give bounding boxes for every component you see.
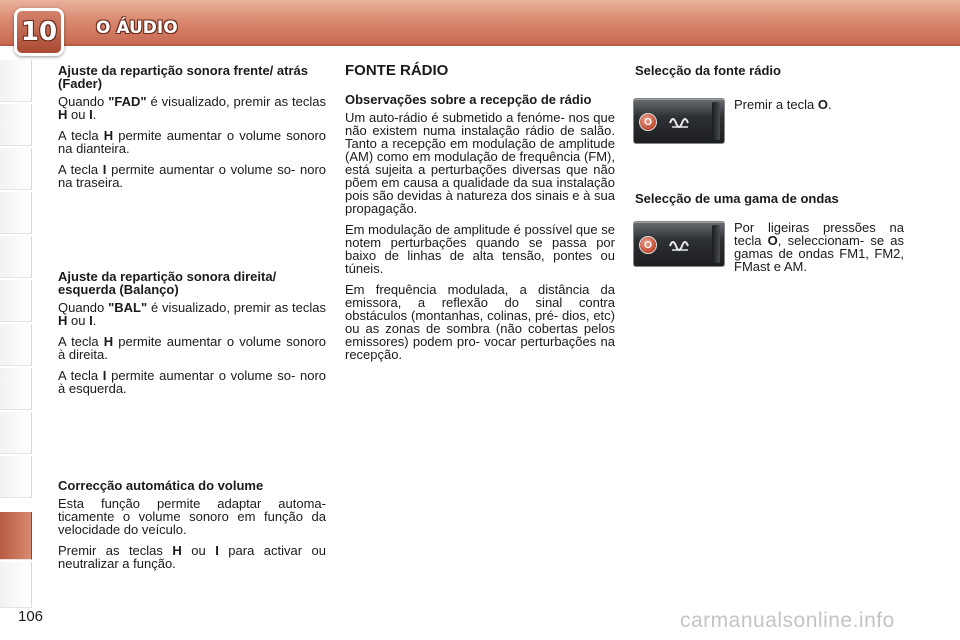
radio-panel-image: [633, 221, 725, 267]
band-instruction: Por ligeiras pressões na tecla O, seleccionam- se as gamas de ondas FM1, FM2, FMast e AM.: [734, 220, 904, 274]
o-key-button[interactable]: O: [639, 113, 657, 131]
reception-notes-heading: Observações sobre a recepção de rádio: [345, 92, 592, 107]
reception-paragraph-1: Um auto-rádio é submetido a fenóme- nos que não existem numa instalação rádio de salão. Tanto a recepção em modulação de amplitude (AM) como em modulação de frequência (FM), está sujeita a perturbações diversas que não põem em causa a qualidade da sua instalação pois são devidas à natureza dos sinais e à sua propagação.: [345, 110, 615, 216]
side-tab[interactable]: [0, 456, 32, 498]
fader-paragraph-1: Quando "FAD" é visualizado, premir as teclas H ou I.: [58, 94, 326, 122]
side-tab[interactable]: [0, 368, 32, 410]
balance-paragraph-3: A tecla I permite aumentar o volume so- noro à esquerda.: [58, 368, 327, 396]
side-tab[interactable]: [0, 412, 32, 454]
balance-paragraph-1: Quando "BAL" é visualizado, premir as teclas H ou I.: [58, 300, 327, 328]
wave-band-icon: [668, 111, 692, 131]
source-instruction: Premir a tecla O.: [734, 97, 832, 112]
side-tab[interactable]: [0, 192, 32, 234]
o-key-button[interactable]: O: [639, 236, 657, 254]
page-number: 106: [18, 608, 44, 625]
balance-paragraph-2: A tecla H permite aumentar o volume sonoro à direita.: [58, 334, 327, 362]
side-tab[interactable]: [0, 324, 32, 366]
auto-volume-paragraph-2: Premir as teclas H ou I para activar ou neutralizar a função.: [58, 543, 326, 571]
watermark: carmanualsonline.info: [680, 609, 895, 632]
side-tab[interactable]: [0, 236, 32, 278]
panel-slot: [712, 225, 720, 263]
side-tab[interactable]: [0, 562, 32, 608]
chapter-number-badge: 10: [14, 8, 64, 56]
fader-heading: Ajuste da repartição sonora frente/ atrás (Fader): [58, 63, 308, 91]
balance-heading: Ajuste da repartição sonora direita/ esquerda (Balanço): [58, 269, 277, 297]
auto-volume-heading: Correcção automática do volume: [58, 478, 264, 493]
reception-paragraph-3: Em frequência modulada, a distância da emissora, a reflexão do sinal contra obstáculos (montanhas, colinas, pré- dios, etc) ou as zonas de sombra (não cobertas pelos emissores) podem pro- vocar perturbações na recepção.: [345, 282, 615, 362]
fader-paragraph-3: A tecla I permite aumentar o volume so- noro na traseira.: [58, 162, 327, 190]
chapter-title: O ÁUDIO: [96, 18, 178, 38]
auto-volume-paragraph-1: Esta função permite adaptar automa- ticamente o volume sonoro em função da velocidade do veículo.: [58, 496, 326, 537]
radio-panel-image: [633, 98, 725, 144]
side-tab[interactable]: [0, 280, 32, 322]
side-tab[interactable]: [0, 104, 32, 146]
band-select-heading: Selecção de uma gama de ondas: [635, 191, 839, 206]
column-middle: [345, 64, 615, 369]
fader-paragraph-2: A tecla H permite aumentar o volume sonoro na dianteira.: [58, 128, 327, 156]
source-select-heading: Selecção da fonte rádio: [635, 63, 781, 78]
panel-slot: [712, 102, 720, 140]
column-left: [58, 64, 326, 578]
wave-band-icon: [668, 234, 692, 254]
side-tab[interactable]: [0, 60, 32, 102]
side-tab[interactable]: [0, 148, 32, 190]
side-tab-active-audio[interactable]: [0, 512, 32, 560]
reception-paragraph-2: Em modulação de amplitude é possível que se notem perturbações quando se passa por baixo de linhas de alta tensão, pontes ou túneis.: [345, 222, 615, 276]
radio-source-title: FONTE RÁDIO: [345, 62, 449, 79]
